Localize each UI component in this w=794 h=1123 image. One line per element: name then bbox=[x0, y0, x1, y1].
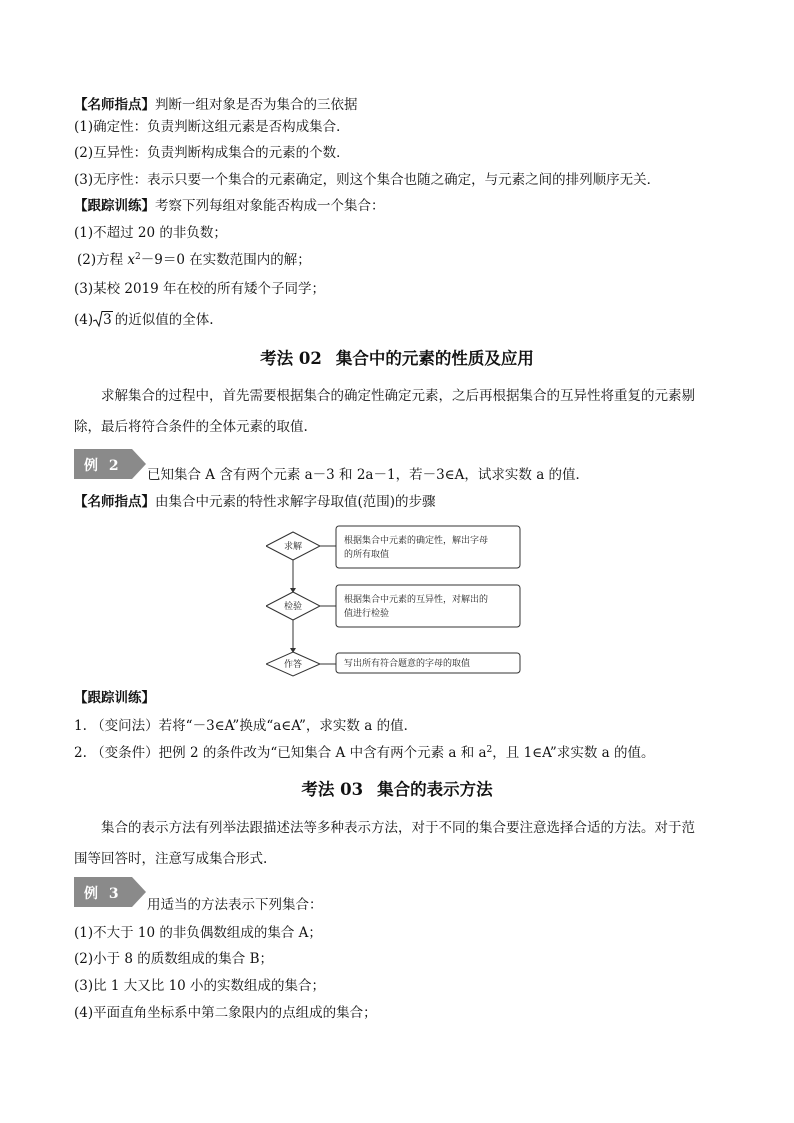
example-2-label: 例 2 bbox=[84, 458, 122, 474]
intro-3-line-1: 集合的表示方法有列举法跟描述法等多种表示方法，对于不同的集合要注意选择合适的方法。对于范 bbox=[101, 820, 695, 836]
item-2-prefix: (2)方程 bbox=[77, 252, 128, 268]
tip-label: 【名师指点】 bbox=[74, 97, 155, 113]
intro-line-2: 除，最后将符合条件的全体元素的取值. bbox=[74, 419, 308, 435]
tip-text-2: 由集合中元素的特性求解字母取值(范围)的步骤 bbox=[155, 494, 436, 510]
practice-item-3: (3)某校 2019 年在校的所有矮个子同学； bbox=[74, 281, 326, 297]
exponent: 2 bbox=[135, 252, 141, 262]
item-2-suffix: －9＝0 在实数范围内的解； bbox=[140, 252, 311, 268]
tip-label-2: 【名师指点】 bbox=[74, 494, 155, 510]
practice-2-item-1: 1. （变问法）若将“－3∈A”换成“a∈A”，求实数 a 的值． bbox=[74, 718, 418, 734]
example-3-tag bbox=[74, 877, 136, 907]
tip-line-2 bbox=[74, 493, 436, 511]
example-3-item-1: (1)不大于 10 的非负偶数组成的集合 A； bbox=[74, 925, 322, 941]
item-4-prefix: (4) bbox=[74, 312, 94, 328]
practice-2-suffix: ，且 1∈A”求实数 a 的值。 bbox=[492, 745, 655, 761]
box-1-line-1: 根据集合中元素的确定性，解出字母 bbox=[344, 536, 489, 546]
box-2-line-2: 值进行检验 bbox=[344, 609, 390, 619]
example-3-item-4: (4)平面直角坐标系中第二象限内的点组成的集合； bbox=[74, 1005, 377, 1021]
flow-box-1 bbox=[336, 526, 520, 568]
heading-title: 集合中的元素的性质及应用 bbox=[335, 349, 534, 368]
practice-2-exponent: 2 bbox=[486, 745, 493, 755]
sqrt-icon bbox=[93, 311, 113, 329]
practice-label: 【跟踪训练】 bbox=[74, 198, 155, 214]
heading-number: 考法 02 bbox=[260, 349, 322, 368]
variable-x: x bbox=[127, 252, 136, 268]
flow-box-2 bbox=[336, 585, 520, 627]
example-3-label: 例 3 bbox=[84, 886, 122, 902]
flow-box-3 bbox=[336, 653, 520, 673]
heading-title-3: 集合的表示方法 bbox=[377, 780, 493, 799]
intro-3-line-2: 围等回答时，注意写成集合形式. bbox=[74, 851, 268, 867]
section-heading-03 bbox=[0, 779, 794, 801]
item-4-suffix: 的近似值的全体. bbox=[114, 312, 214, 328]
example-2-tag bbox=[74, 449, 136, 479]
flow-step-solve bbox=[266, 532, 320, 560]
example-3-item-3: (3)比 1 大又比 10 小的实数组成的集合； bbox=[74, 978, 326, 994]
practice-item-1: (1)不超过 20 的非负数； bbox=[74, 225, 227, 241]
box-3-line-1: 写出所有符合题意的字母的取值 bbox=[344, 659, 471, 669]
tip-text: 判断一组对象是否为集合的三依据 bbox=[155, 97, 358, 113]
step-2-label: 检验 bbox=[283, 602, 303, 612]
property-3: (3)无序性：表示只要一个集合的元素确定，则这个集合也随之确定，与元素之间的排列顺序无关． bbox=[74, 172, 661, 188]
practice-2-prefix: 2. （变条件）把例 2 的条件改为“已知集合 A 中含有两个元素 a 和 a bbox=[74, 745, 487, 761]
property-2: (2)互异性：负责判断构成集合的元素的个数． bbox=[74, 145, 350, 161]
heading-number-3: 考法 03 bbox=[301, 780, 364, 799]
section-3-intro bbox=[74, 813, 724, 875]
example-3-item-2: (2)小于 8 的质数组成的集合 B； bbox=[74, 951, 274, 967]
practice-text: 考察下列每组对象能否构成一个集合： bbox=[155, 198, 385, 214]
box-2-line-1: 根据集合中元素的互异性，对解出的 bbox=[344, 595, 489, 605]
practice-item-4 bbox=[74, 311, 214, 329]
step-1-label: 求解 bbox=[283, 542, 303, 552]
intro-line-1: 求解集合的过程中，首先需要根据集合的确定性确定元素，之后再根据集合的互异性将重复的元素剔 bbox=[101, 388, 695, 404]
radicand: 3 bbox=[103, 312, 112, 328]
flow-step-verify bbox=[266, 592, 320, 620]
property-1: (1)确定性：负责判断这组元素是否构成集合． bbox=[74, 119, 350, 135]
flowchart bbox=[266, 522, 528, 678]
section-heading-02 bbox=[0, 348, 794, 370]
practice-label-2: 【跟踪训练】 bbox=[74, 690, 155, 706]
box-1-line-2: 的所有取值 bbox=[344, 550, 390, 560]
practice-2-item-2 bbox=[74, 744, 654, 762]
section-2-intro bbox=[74, 381, 724, 443]
example-2-text: 已知集合 A 含有两个元素 a－3 和 2a－1，若－3∈A，试求实数 a 的值． bbox=[147, 467, 590, 483]
example-3-text: 用适当的方法表示下列集合： bbox=[147, 897, 323, 913]
tip-line bbox=[74, 96, 358, 114]
flow-step-answer bbox=[266, 652, 320, 676]
step-3-label: 作答 bbox=[283, 660, 303, 670]
practice-item-2 bbox=[77, 251, 311, 269]
practice-line bbox=[74, 197, 385, 215]
